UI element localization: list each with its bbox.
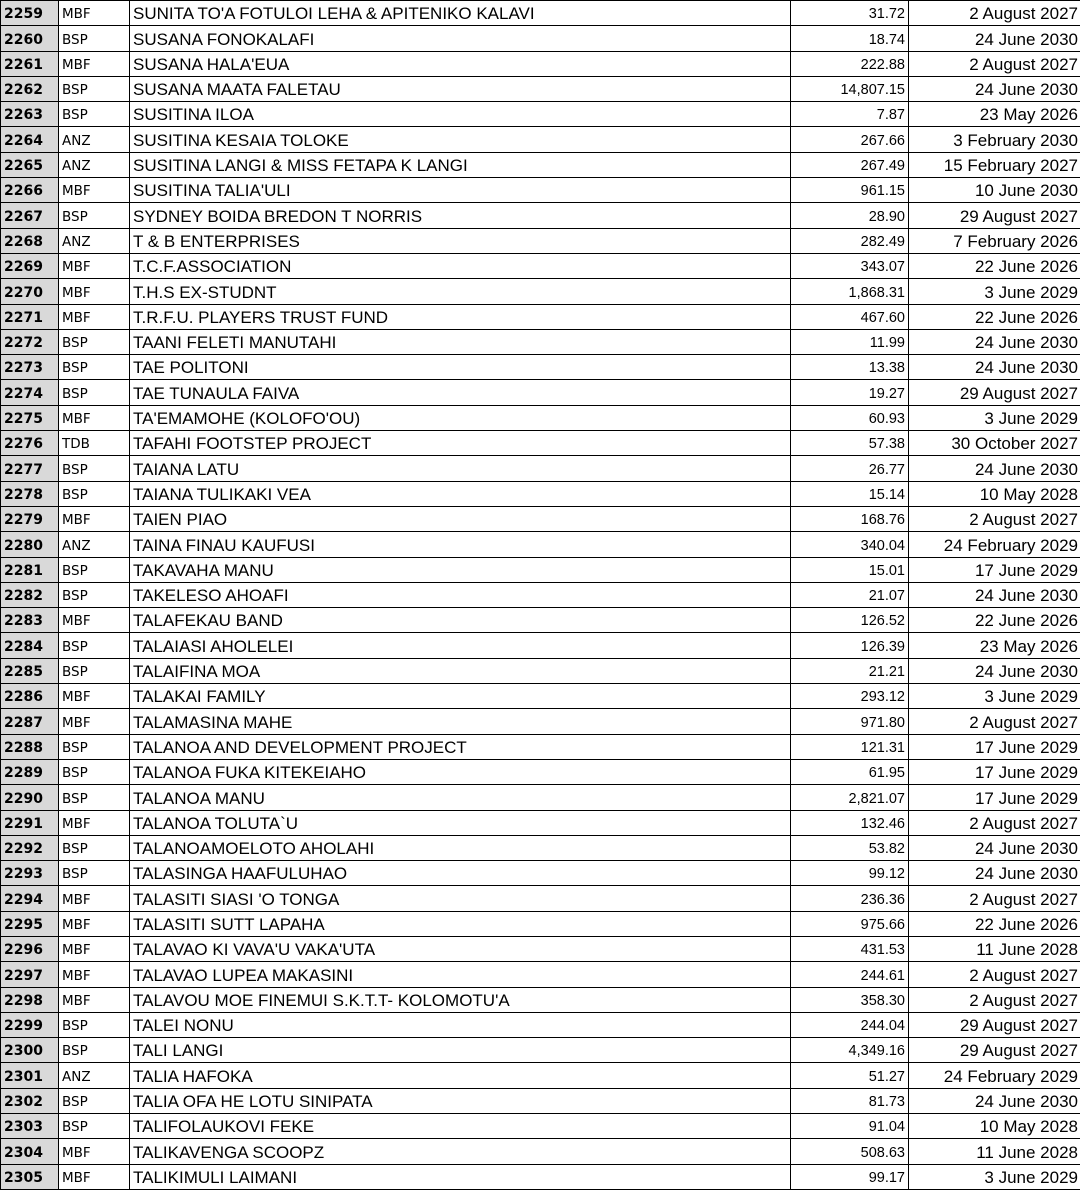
row-number-cell: 2273: [1, 355, 59, 380]
amount-cell: 222.88: [791, 51, 909, 76]
amount-cell: 282.49: [791, 228, 909, 253]
table-row: [1, 734, 1080, 759]
row-number-cell: 2293: [1, 861, 59, 886]
table-row: [1, 228, 1080, 253]
row-number-cell: 2299: [1, 1012, 59, 1037]
bank-code-cell: BSP: [59, 329, 130, 354]
amount-cell: 126.52: [791, 608, 909, 633]
date-cell: 10 May 2028: [909, 481, 1080, 506]
account-name-cell: TAANI FELETI MANUTAHI: [130, 329, 791, 354]
amount-cell: 60.93: [791, 405, 909, 430]
table-row: [1, 633, 1080, 658]
date-cell: 24 June 2030: [909, 582, 1080, 607]
amount-cell: 132.46: [791, 810, 909, 835]
account-name-cell: TALAIFINA MOA: [130, 658, 791, 683]
table-row: [1, 684, 1080, 709]
table-row: [1, 380, 1080, 405]
date-cell: 24 June 2030: [909, 658, 1080, 683]
bank-code-cell: MBF: [59, 709, 130, 734]
bank-code-cell: BSP: [59, 582, 130, 607]
table-row: [1, 835, 1080, 860]
date-cell: 24 June 2030: [909, 26, 1080, 51]
account-name-cell: T & B ENTERPRISES: [130, 228, 791, 253]
bank-code-cell: MBF: [59, 608, 130, 633]
bank-code-cell: ANZ: [59, 532, 130, 557]
bank-code-cell: MBF: [59, 253, 130, 278]
table-row: [1, 911, 1080, 936]
date-cell: 3 June 2029: [909, 1164, 1080, 1189]
bank-code-cell: MBF: [59, 506, 130, 531]
bank-code-cell: BSP: [59, 1088, 130, 1113]
amount-cell: 26.77: [791, 456, 909, 481]
amount-cell: 236.36: [791, 886, 909, 911]
account-name-cell: TAINA FINAU KAUFUSI: [130, 532, 791, 557]
bank-code-cell: MBF: [59, 304, 130, 329]
date-cell: 22 June 2026: [909, 911, 1080, 936]
amount-cell: 343.07: [791, 253, 909, 278]
account-name-cell: TALASITI SIASI 'O TONGA: [130, 886, 791, 911]
bank-code-cell: BSP: [59, 861, 130, 886]
date-cell: 10 May 2028: [909, 1114, 1080, 1139]
bank-code-cell: BSP: [59, 734, 130, 759]
amount-cell: 431.53: [791, 936, 909, 961]
row-number-cell: 2286: [1, 684, 59, 709]
row-number-cell: 2285: [1, 658, 59, 683]
amount-cell: 7.87: [791, 102, 909, 127]
account-name-cell: TALANOA MANU: [130, 785, 791, 810]
amount-cell: 168.76: [791, 506, 909, 531]
bank-code-cell: MBF: [59, 405, 130, 430]
amount-cell: 13.38: [791, 355, 909, 380]
table-row: [1, 279, 1080, 304]
account-name-cell: TALAVAO LUPEA MAKASINI: [130, 962, 791, 987]
row-number-cell: 2260: [1, 26, 59, 51]
account-name-cell: SUSANA HALA'EUA: [130, 51, 791, 76]
account-name-cell: SUSANA FONOKALAFI: [130, 26, 791, 51]
table-row: [1, 886, 1080, 911]
date-cell: 7 February 2026: [909, 228, 1080, 253]
date-cell: 29 August 2027: [909, 380, 1080, 405]
bank-code-cell: BSP: [59, 481, 130, 506]
amount-cell: 21.21: [791, 658, 909, 683]
date-cell: 24 June 2030: [909, 329, 1080, 354]
amount-cell: 57.38: [791, 431, 909, 456]
bank-code-cell: ANZ: [59, 228, 130, 253]
table-row: [1, 1, 1080, 26]
row-number-cell: 2284: [1, 633, 59, 658]
bank-code-cell: BSP: [59, 456, 130, 481]
account-name-cell: TALEI NONU: [130, 1012, 791, 1037]
row-number-cell: 2267: [1, 203, 59, 228]
table-row: [1, 456, 1080, 481]
table-row: [1, 329, 1080, 354]
row-number-cell: 2263: [1, 102, 59, 127]
table-row: [1, 203, 1080, 228]
table-row: [1, 759, 1080, 784]
table-row: [1, 506, 1080, 531]
amount-cell: 340.04: [791, 532, 909, 557]
table-row: [1, 582, 1080, 607]
row-number-cell: 2288: [1, 734, 59, 759]
amount-cell: 51.27: [791, 1063, 909, 1088]
amount-cell: 15.14: [791, 481, 909, 506]
account-name-cell: TAIANA TULIKAKI VEA: [130, 481, 791, 506]
amount-cell: 21.07: [791, 582, 909, 607]
row-number-cell: 2277: [1, 456, 59, 481]
row-number-cell: 2287: [1, 709, 59, 734]
date-cell: 2 August 2027: [909, 506, 1080, 531]
account-name-cell: TALAIASI AHOLELEI: [130, 633, 791, 658]
account-name-cell: TA'EMAMOHE (KOLOFO'OU): [130, 405, 791, 430]
row-number-cell: 2275: [1, 405, 59, 430]
amount-cell: 467.60: [791, 304, 909, 329]
row-number-cell: 2264: [1, 127, 59, 152]
date-cell: 3 June 2029: [909, 405, 1080, 430]
row-number-cell: 2268: [1, 228, 59, 253]
bank-code-cell: MBF: [59, 178, 130, 203]
row-number-cell: 2292: [1, 835, 59, 860]
row-number-cell: 2270: [1, 279, 59, 304]
amount-cell: 28.90: [791, 203, 909, 228]
table-row: [1, 709, 1080, 734]
row-number-cell: 2304: [1, 1139, 59, 1164]
date-cell: 2 August 2027: [909, 810, 1080, 835]
date-cell: 2 August 2027: [909, 51, 1080, 76]
date-cell: 24 June 2030: [909, 835, 1080, 860]
row-number-cell: 2269: [1, 253, 59, 278]
bank-code-cell: MBF: [59, 886, 130, 911]
row-number-cell: 2271: [1, 304, 59, 329]
bank-code-cell: BSP: [59, 1114, 130, 1139]
bank-code-cell: BSP: [59, 785, 130, 810]
date-cell: 2 August 2027: [909, 709, 1080, 734]
date-cell: 2 August 2027: [909, 886, 1080, 911]
account-name-cell: SUNITA TO'A FOTULOI LEHA & APITENIKO KALAVI: [130, 1, 791, 26]
date-cell: 24 June 2030: [909, 1088, 1080, 1113]
account-name-cell: T.H.S EX-STUDNT: [130, 279, 791, 304]
row-number-cell: 2294: [1, 886, 59, 911]
row-number-cell: 2283: [1, 608, 59, 633]
amount-cell: 81.73: [791, 1088, 909, 1113]
date-cell: 22 June 2026: [909, 253, 1080, 278]
row-number-cell: 2278: [1, 481, 59, 506]
account-name-cell: TAKAVAHA MANU: [130, 557, 791, 582]
account-name-cell: T.C.F.ASSOCIATION: [130, 253, 791, 278]
table-row: [1, 532, 1080, 557]
account-name-cell: TALANOA FUKA KITEKEIAHO: [130, 759, 791, 784]
amount-cell: 267.49: [791, 152, 909, 177]
account-name-cell: TAKELESO AHOAFI: [130, 582, 791, 607]
date-cell: 17 June 2029: [909, 759, 1080, 784]
bank-code-cell: MBF: [59, 911, 130, 936]
amount-cell: 961.15: [791, 178, 909, 203]
bank-code-cell: BSP: [59, 355, 130, 380]
amount-cell: 358.30: [791, 987, 909, 1012]
amount-cell: 99.12: [791, 861, 909, 886]
amount-cell: 244.04: [791, 1012, 909, 1037]
amount-cell: 19.27: [791, 380, 909, 405]
date-cell: 29 August 2027: [909, 203, 1080, 228]
account-name-cell: SUSITINA KESAIA TOLOKE: [130, 127, 791, 152]
account-name-cell: TALIKIMULI LAIMANI: [130, 1164, 791, 1189]
account-name-cell: TALAKAI FAMILY: [130, 684, 791, 709]
table-row: [1, 962, 1080, 987]
bank-code-cell: BSP: [59, 658, 130, 683]
date-cell: 24 June 2030: [909, 76, 1080, 101]
amount-cell: 1,868.31: [791, 279, 909, 304]
table-row: [1, 557, 1080, 582]
table-row: [1, 127, 1080, 152]
account-name-cell: TALAVOU MOE FINEMUI S.K.T.T- KOLOMOTU'A: [130, 987, 791, 1012]
date-cell: 2 August 2027: [909, 1, 1080, 26]
row-number-cell: 2280: [1, 532, 59, 557]
date-cell: 17 June 2029: [909, 557, 1080, 582]
table-row: [1, 304, 1080, 329]
row-number-cell: 2281: [1, 557, 59, 582]
amount-cell: 11.99: [791, 329, 909, 354]
row-number-cell: 2303: [1, 1114, 59, 1139]
table-row: [1, 987, 1080, 1012]
amount-cell: 61.95: [791, 759, 909, 784]
table-row: [1, 810, 1080, 835]
bank-code-cell: MBF: [59, 1, 130, 26]
table-row: [1, 152, 1080, 177]
account-name-cell: SUSITINA ILOA: [130, 102, 791, 127]
table-row: [1, 1038, 1080, 1063]
account-name-cell: TAIANA LATU: [130, 456, 791, 481]
row-number-cell: 2302: [1, 1088, 59, 1113]
date-cell: 29 August 2027: [909, 1012, 1080, 1037]
account-name-cell: TALIA OFA HE LOTU SINIPATA: [130, 1088, 791, 1113]
date-cell: 23 May 2026: [909, 633, 1080, 658]
row-number-cell: 2290: [1, 785, 59, 810]
amount-cell: 293.12: [791, 684, 909, 709]
amount-cell: 14,807.15: [791, 76, 909, 101]
bank-code-cell: BSP: [59, 26, 130, 51]
account-name-cell: TALASINGA HAAFULUHAO: [130, 861, 791, 886]
account-name-cell: SUSITINA TALIA'ULI: [130, 178, 791, 203]
row-number-cell: 2282: [1, 582, 59, 607]
account-name-cell: TAIEN PIAO: [130, 506, 791, 531]
bank-code-cell: MBF: [59, 810, 130, 835]
table-row: [1, 253, 1080, 278]
amount-cell: 971.80: [791, 709, 909, 734]
date-cell: 22 June 2026: [909, 304, 1080, 329]
date-cell: 30 October 2027: [909, 431, 1080, 456]
account-name-cell: T.R.F.U. PLAYERS TRUST FUND: [130, 304, 791, 329]
bank-code-cell: BSP: [59, 1012, 130, 1037]
account-name-cell: TALIFOLAUKOVI FEKE: [130, 1114, 791, 1139]
table-row: [1, 1012, 1080, 1037]
date-cell: 3 February 2030: [909, 127, 1080, 152]
bank-code-cell: ANZ: [59, 127, 130, 152]
table-row: [1, 1139, 1080, 1164]
date-cell: 24 February 2029: [909, 532, 1080, 557]
row-number-cell: 2262: [1, 76, 59, 101]
table-row: [1, 785, 1080, 810]
amount-cell: 975.66: [791, 911, 909, 936]
amount-cell: 267.66: [791, 127, 909, 152]
row-number-cell: 2259: [1, 1, 59, 26]
table-row: [1, 1063, 1080, 1088]
date-cell: 24 February 2029: [909, 1063, 1080, 1088]
account-name-cell: SUSITINA LANGI & MISS FETAPA K LANGI: [130, 152, 791, 177]
table-row: [1, 76, 1080, 101]
date-cell: 22 June 2026: [909, 608, 1080, 633]
account-name-cell: TALAFEKAU BAND: [130, 608, 791, 633]
date-cell: 2 August 2027: [909, 962, 1080, 987]
date-cell: 24 June 2030: [909, 456, 1080, 481]
row-number-cell: 2266: [1, 178, 59, 203]
bank-code-cell: ANZ: [59, 1063, 130, 1088]
row-number-cell: 2276: [1, 431, 59, 456]
table-row: [1, 1164, 1080, 1189]
row-number-cell: 2301: [1, 1063, 59, 1088]
table-body: [1, 1, 1080, 1190]
amount-cell: 121.31: [791, 734, 909, 759]
bank-code-cell: MBF: [59, 51, 130, 76]
amount-cell: 53.82: [791, 835, 909, 860]
row-number-cell: 2300: [1, 1038, 59, 1063]
account-name-cell: TALIA HAFOKA: [130, 1063, 791, 1088]
date-cell: 2 August 2027: [909, 987, 1080, 1012]
bank-code-cell: MBF: [59, 684, 130, 709]
date-cell: 17 June 2029: [909, 785, 1080, 810]
table-row: [1, 481, 1080, 506]
table-row: [1, 658, 1080, 683]
bank-code-cell: BSP: [59, 633, 130, 658]
bank-code-cell: BSP: [59, 1038, 130, 1063]
bank-code-cell: BSP: [59, 557, 130, 582]
account-name-cell: TALANOAMOELOTO AHOLAHI: [130, 835, 791, 860]
account-name-cell: TALANOA TOLUTA`U: [130, 810, 791, 835]
amount-cell: 2,821.07: [791, 785, 909, 810]
date-cell: 3 June 2029: [909, 684, 1080, 709]
table-row: [1, 405, 1080, 430]
date-cell: 24 June 2030: [909, 861, 1080, 886]
account-name-cell: TAFAHI FOOTSTEP PROJECT: [130, 431, 791, 456]
amount-cell: 18.74: [791, 26, 909, 51]
amount-cell: 99.17: [791, 1164, 909, 1189]
table-row: [1, 861, 1080, 886]
table-row: [1, 102, 1080, 127]
row-number-cell: 2305: [1, 1164, 59, 1189]
account-name-cell: TALAMASINA MAHE: [130, 709, 791, 734]
bank-code-cell: MBF: [59, 1139, 130, 1164]
bank-code-cell: BSP: [59, 102, 130, 127]
amount-cell: 31.72: [791, 1, 909, 26]
table-row: [1, 1114, 1080, 1139]
account-name-cell: TALI LANGI: [130, 1038, 791, 1063]
bank-code-cell: MBF: [59, 962, 130, 987]
bank-code-cell: MBF: [59, 1164, 130, 1189]
account-name-cell: TAE TUNAULA FAIVA: [130, 380, 791, 405]
bank-code-cell: BSP: [59, 835, 130, 860]
bank-code-cell: BSP: [59, 380, 130, 405]
bank-code-cell: MBF: [59, 279, 130, 304]
table-row: [1, 178, 1080, 203]
row-number-cell: 2265: [1, 152, 59, 177]
row-number-cell: 2261: [1, 51, 59, 76]
bank-code-cell: MBF: [59, 987, 130, 1012]
bank-code-cell: MBF: [59, 936, 130, 961]
row-number-cell: 2296: [1, 936, 59, 961]
account-name-cell: TAE POLITONI: [130, 355, 791, 380]
date-cell: 3 June 2029: [909, 279, 1080, 304]
table-row: [1, 936, 1080, 961]
date-cell: 23 May 2026: [909, 102, 1080, 127]
table-row: [1, 355, 1080, 380]
table-row: [1, 1088, 1080, 1113]
account-name-cell: TALAVAO KI VAVA'U VAKA'UTA: [130, 936, 791, 961]
account-name-cell: TALASITI SUTT LAPAHA: [130, 911, 791, 936]
amount-cell: 126.39: [791, 633, 909, 658]
bank-code-cell: BSP: [59, 203, 130, 228]
bank-code-cell: TDB: [59, 431, 130, 456]
bank-code-cell: BSP: [59, 759, 130, 784]
date-cell: 11 June 2028: [909, 1139, 1080, 1164]
date-cell: 10 June 2030: [909, 178, 1080, 203]
bank-code-cell: BSP: [59, 76, 130, 101]
row-number-cell: 2297: [1, 962, 59, 987]
account-name-cell: TALIKAVENGA SCOOPZ: [130, 1139, 791, 1164]
account-name-cell: TALANOA AND DEVELOPMENT PROJECT: [130, 734, 791, 759]
amount-cell: 244.61: [791, 962, 909, 987]
row-number-cell: 2279: [1, 506, 59, 531]
amount-cell: 4,349.16: [791, 1038, 909, 1063]
date-cell: 15 February 2027: [909, 152, 1080, 177]
row-number-cell: 2298: [1, 987, 59, 1012]
row-number-cell: 2295: [1, 911, 59, 936]
date-cell: 24 June 2030: [909, 355, 1080, 380]
row-number-cell: 2274: [1, 380, 59, 405]
amount-cell: 91.04: [791, 1114, 909, 1139]
amount-cell: 15.01: [791, 557, 909, 582]
bank-code-cell: ANZ: [59, 152, 130, 177]
amount-cell: 508.63: [791, 1139, 909, 1164]
date-cell: 29 August 2027: [909, 1038, 1080, 1063]
table-row: [1, 608, 1080, 633]
table-row: [1, 51, 1080, 76]
row-number-cell: 2289: [1, 759, 59, 784]
date-cell: 17 June 2029: [909, 734, 1080, 759]
row-number-cell: 2291: [1, 810, 59, 835]
account-name-cell: SUSANA MAATA FALETAU: [130, 76, 791, 101]
table-row: [1, 431, 1080, 456]
table-row: [1, 26, 1080, 51]
date-cell: 11 June 2028: [909, 936, 1080, 961]
row-number-cell: 2272: [1, 329, 59, 354]
account-name-cell: SYDNEY BOIDA BREDON T NORRIS: [130, 203, 791, 228]
